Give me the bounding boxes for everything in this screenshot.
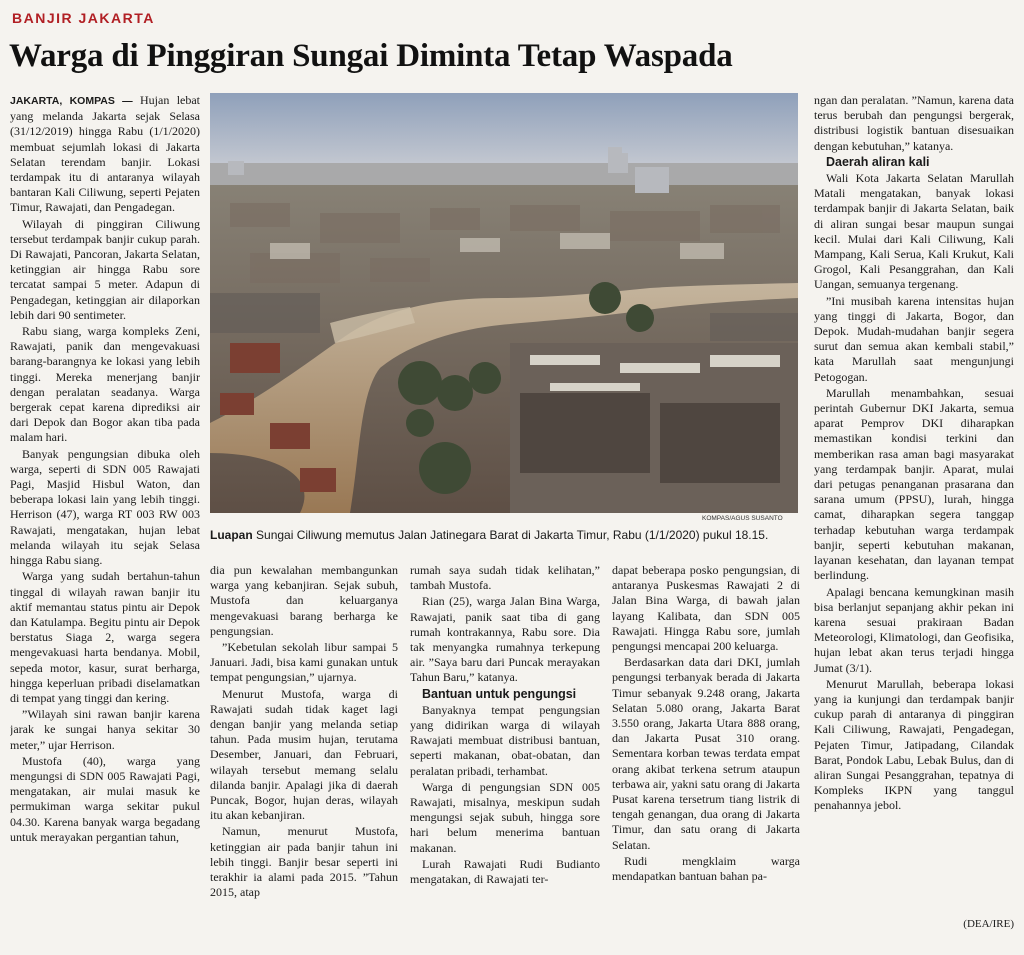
paragraph: Marullah menambahkan, sesuai perintah Gubernur DKI Jakarta, semua aparat Pemprov DKI diharapkan memastikan kondisi terkini dan memberikan rasa aman bagi masyarakat yang terdampak banjir. Aparat, mulai dari petugas penanganan prasarana dan sarana umum (PPSU), lurah, hingga camat, diharapkan segera tanggap terhadap kebutuhan warga terdampak banjir, seperti kebutuhan makanan, layanan kesehatan, dan layanan tempat berlindung. (814, 385, 1014, 583)
paragraph: ”Ini musibah karena intensitas hujan yang tinggi di Jakarta, Bogor, dan Depok. Mudah-mudahan banjir segera surut dan semua akan kembali stabil,” kata Marullah saat mengunjungi Petogogan. (814, 293, 1014, 384)
article-column-5 (814, 93, 1014, 915)
paragraph: dia pun kewalahan membangunkan warga yang kebanjiran. Sejak subuh, Mustofa dan keluarganya mengevakuasi barang berharga ke pengungsian. (210, 563, 398, 638)
paragraph: Rudi mengklaim warga mendapatkan bantuan bahan pa- (612, 853, 800, 884)
article-column-2 (210, 563, 398, 940)
paragraph: Wilayah di pinggiran Ciliwung tersebut terdampak banjir cukup parah. Di Rawajati, Pancoran, Jakarta Selatan, ketinggian air hingga Rabu sore tercatat sampai 5 meter. Adapun di Pengadegan, ketinggian air dilaporkan lebih dari 90 sentimeter. (10, 216, 200, 322)
lead-paragraph: JAKARTA, KOMPAS — Hujan lebat yang melanda Jakarta sejak Selasa (31/12/2019) hingga Rabu (1/1/2020) membuat sejumlah lokasi di Jakarta Selatan terendam banjir. Lokasi terdampak itu di antaranya wilayah bantaran Kali Ciliwung, seperti Pejaten Timur, Rawajati, dan Pengadegan. (10, 93, 200, 215)
article-column-4 (612, 563, 800, 940)
paragraph: Berdasarkan data dari DKI, jumlah pengungsi terbanyak berada di Jakarta Timur sebanyak 9.248 orang, Jakarta Selatan 5.080 orang, Jakarta Barat 3.550 orang, Jakarta Utara 888 orang, dan Jakarta Pusat 310 orang. Sementara korban tewas terdata empat orang akibat terkena setrum ataupun terbawa air, yakni satu orang di Jakarta Pusat karena tersetrum tiang listrik di tengah genangan, dua orang di Jakarta Timur, dan satu orang di Jakarta Selatan. (612, 655, 800, 852)
paragraph: Rian (25), warga Jalan Bina Warga, Rawajati, panik saat tiba di gang rumah kontrakannya, Rabu sore. Dia tak menyangka rumahnya terkepung air. ”Saya baru dari Puncak merayakan Tahun Baru,” katanya. (410, 594, 600, 685)
article-column-3 (410, 563, 600, 940)
article-column-1 (10, 93, 200, 935)
paragraph: ”Wilayah sini rawan banjir karena jarak ke sungai hanya sekitar 30 meter,” ujar Herrison. (10, 707, 200, 752)
paragraph: Warga yang sudah bertahun-tahun tinggal di wilayah rawan banjir itu aktif memantau status pintu air Depok dan Katulampa. Begitu pintu air Depok berstatus Siaga 2, warga segera mengevakuasi harta bendanya. Mobil, sepeda motor, kasur, surat berharga, hingga keperluan pribadi diselamatkan di tempat yang tinggi dan kering. (10, 569, 200, 705)
section-kicker: BANJIR JAKARTA (12, 10, 155, 26)
paragraph: Wali Kota Jakarta Selatan Marullah Matali mengatakan, banyak lokasi terdampak banjir di Jakarta Selatan, baik di aliran sungai besar maupun sungai kecil. Mulai dari Kali Ciliwung, Kali Mampang, Kali Serua, Kali Krukut, Kali Grogol, Kali Pesanggrahan, dan Kali Uangan, semuanya tergenang. (814, 171, 1014, 292)
caption-text: Sungai Ciliwung memutus Jalan Jatinegara Barat di Jakarta Timur, Rabu (1/1/2020) pukul 18.15. (256, 528, 769, 542)
paragraph: Lurah Rawajati Rudi Budianto mengatakan, di Rawajati ter- (410, 856, 600, 887)
paragraph: Menurut Mustofa, warga di Rawajati sudah tidak kaget lagi dengan banjir yang melanda setiap tahun. Pada musim hujan, terutama Desember, Januari, dan Februari, wilayah tersebut memang selalu dilanda banjir. Apalagi jika di daerah Puncak, Bogor, hujan deras, wilayah itu akan kebanjiran. (210, 686, 398, 823)
paragraph: rumah saya sudah tidak kelihatan,” tambah Mustofa. (410, 563, 600, 593)
paragraph: Mustofa (40), warga yang mengungsi di SDN 005 Rawajati Pagi, mengatakan, air mulai masuk ke permukiman warga sekitar pukul 04.30. Karena banyak warga begadang untuk merayakan pergantian tahun, (10, 753, 200, 844)
caption-lead: Luapan (210, 528, 253, 542)
paragraph: Warga di pengungsian SDN 005 Rawajati, misalnya, meskipun sudah mengungsi sejak subuh, hingga sore hari belum menerima bantuan makanan. (410, 779, 600, 855)
paragraph: Namun, menurut Mustofa, ketinggian air pada banjir tahun ini lebih tinggi. Banjir besar seperti ini terakhir ia alami pada 2015. ”Tahun 2015, atap (210, 824, 398, 900)
subheading: Daerah aliran kali (826, 154, 930, 169)
paragraph: Rabu siang, warga kompleks Zeni, Rawajati, panik dan mengevakuasi barang-barangnya ke lokasi yang lebih tinggi. Mereka menerjang banjir dengan peralatan seadanya. Warga bergerak cepat karena diprediksi air dari Depok dan Bogor akan tiba pada malam hari. (10, 324, 200, 445)
paragraph: ngan dan peralatan. ”Namun, karena data terus berubah dan pengungsi bergerak, distribusi logistik bantuan disesuaikan dengan kebutuhan,” katanya. (814, 93, 1014, 153)
flood-aerial-image (210, 93, 798, 513)
paragraph: dapat beberapa posko pengungsian, di antaranya Puskesmas Rawajati 2 di Jalan Bina Warga, di bawah jalan layang Kalibata, dan SDN 005 Rawajati. Hingga Rabu sore, jumlah pengungsi mencapai 200 keluarga. (612, 563, 800, 654)
dateline: JAKARTA, KOMPAS — (10, 95, 133, 107)
paragraph: Banyaknya tempat pengungsian yang didirikan warga di wilayah Rawajati membuat distribusi bantuan, seperti makanan, obat-obatan, dan peralatan pribadi, terhambat. (410, 702, 600, 778)
paragraph: Apalagi bencana kemungkinan masih bisa berlanjut sepanjang akhir pekan ini karena sesuai prakiraan Badan Meteorologi, Klimatologi, dan Geofisika, hujan lebat akan terus terjadi hingga Jumat (3/1). (814, 584, 1014, 675)
paragraph: Banyak pengungsian dibuka oleh warga, seperti di SDN 005 Rawajati Pagi, Masjid Hisbul Waton, dan beberapa lokasi lain yang lebih tinggi. Herrison (47), warga RT 003 RW 003 Rawajati, mengatakan, hujan lebat melanda wilayah itu sejak Selasa hingga Rabu siang. (10, 446, 200, 568)
headline: Warga di Pinggiran Sungai Diminta Tetap Waspada (9, 38, 733, 74)
photo-credit: KOMPAS/AGUS SUSANTO (702, 515, 783, 522)
flood-photo (210, 93, 798, 513)
paragraph: Menurut Marullah, beberapa lokasi yang ia kunjungi dan terdampak banjir cukup parah di antaranya di pinggiran Kali Ciliwung, Rawajati, Pengadegan, Pejaten Timur, Jatipadang, Cilandak Barat, Pondok Labu, Lebak Bulus, dan di aliran Sungai Pesanggrahan, tepatnya di Kompleks IKPN yang tanggul penahannya jebol. (814, 676, 1014, 813)
paragraph: ”Kebetulan sekolah libur sampai 5 Januari. Jadi, bisa kami gunakan untuk tempat pengungsian,” ujarnya. (210, 640, 398, 685)
photo-caption (210, 528, 798, 543)
author-signature: (DEA/IRE) (963, 918, 1014, 930)
subheading: Bantuan untuk pengungsi (422, 686, 577, 701)
